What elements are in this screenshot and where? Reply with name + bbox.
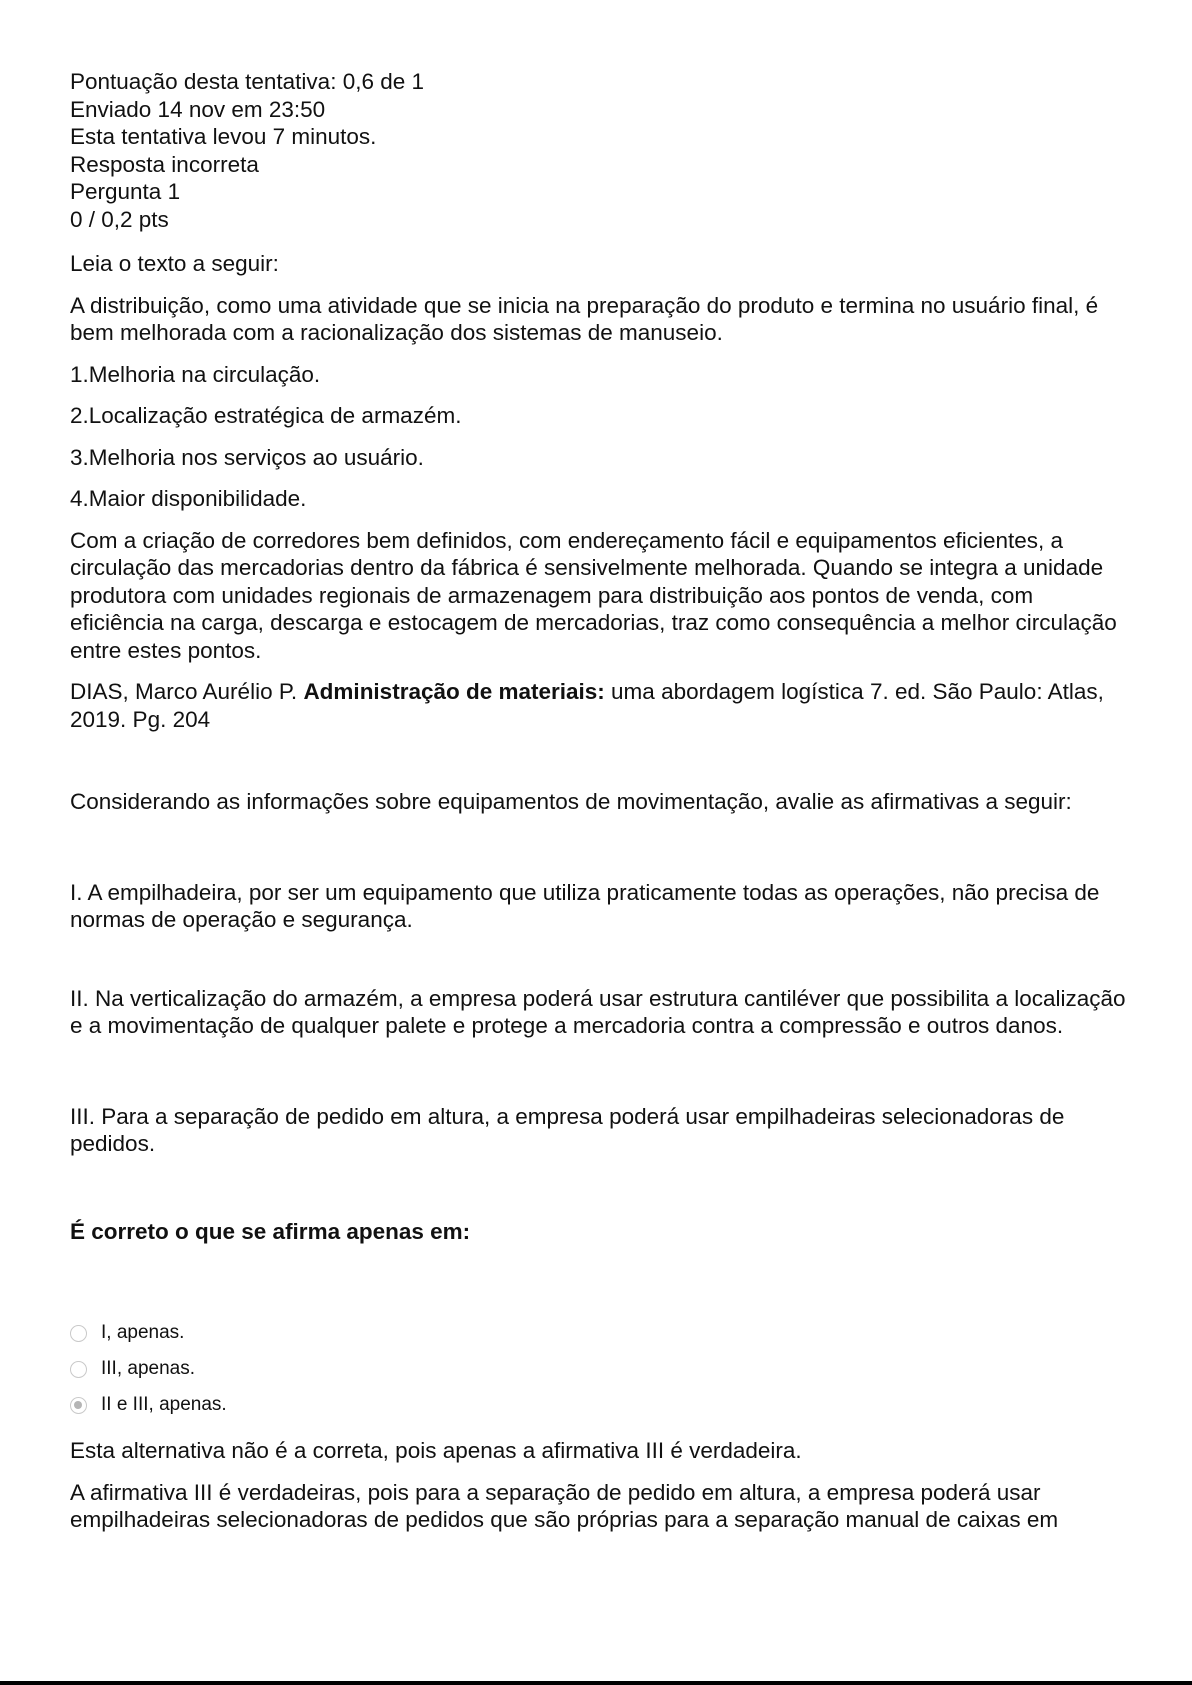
- answer-option[interactable]: [70, 1387, 1130, 1423]
- statement-2: II. Na verticalização do armazém, a empresa poderá usar estrutura cantiléver que possibilita a localização e a movimentação de qualquer palete e protege a mercadoria contra a compressão e outros danos.: [70, 985, 1126, 1038]
- question-paragraph-1: A distribuição, como uma atividade que se inicia na preparação do produto e termina no usuário final, é bem melhorada com a racionalização dos sistemas de manuseio.: [70, 292, 1099, 345]
- feedback-line-1: Esta alternativa não é a correta, pois apenas a afirmativa III é verdadeira.: [70, 1438, 802, 1463]
- radio-button[interactable]: [70, 1361, 87, 1378]
- question-label: Pergunta 1: [70, 179, 181, 204]
- feedback-line-2: A afirmativa III é verdadeiras, pois para a separação de pedido em altura, a empresa poderá usar empilhadeiras selecionadoras de pedidos que são próprias para a separação manual de caixas em: [70, 1479, 1059, 1532]
- quiz-page: [70, 68, 1130, 1534]
- feedback: [70, 1437, 1130, 1534]
- list-item: 4.Maior disponibilidade.: [70, 486, 307, 511]
- page-bottom-border: [0, 1681, 1192, 1685]
- question-body: [70, 250, 1130, 1315]
- question-points: 0 / 0,2 pts: [70, 206, 169, 232]
- citation-title: Administração de materiais:: [303, 679, 605, 704]
- answer-options: [70, 1315, 1130, 1423]
- question-paragraph-2: Com a criação de corredores bem definidos, com endereçamento fácil e equipamentos eficientes, a circulação das mercadorias dentro da fábrica é sensivelmente melhorada. Quando se integra a unidade produtora com unidades regionais de armazenagem para distribuição aos pontos de venda, com eficiência na carga, descarga e estocagem de mercadorias, traz como consequência a melhor circulação entre estes pontos.: [70, 527, 1117, 663]
- answer-option[interactable]: [70, 1315, 1130, 1351]
- question-ask-text: É correto o que se afirma apenas em:: [70, 1218, 471, 1244]
- statement-3: III. Para a separação de pedido em altura, a empresa poderá usar empilhadeiras selecionadoras de pedidos.: [70, 1103, 1065, 1156]
- attempt-info: [70, 68, 1130, 233]
- answer-option[interactable]: [70, 1351, 1130, 1387]
- answer-option-label: III, apenas.: [101, 1358, 196, 1380]
- question-intro: Leia o texto a seguir:: [70, 251, 279, 276]
- list-item: 3.Melhoria nos serviços ao usuário.: [70, 444, 424, 470]
- answer-option-label: I, apenas.: [101, 1322, 185, 1344]
- statement-1: I. A empilhadeira, por ser um equipamento que utiliza praticamente todas as operações, não precisa de normas de operação e segurança.: [70, 879, 1100, 932]
- radio-button[interactable]: [70, 1325, 87, 1342]
- list-item: 1.Melhoria na circulação.: [70, 361, 321, 387]
- attempt-duration: Esta tentativa levou 7 minutos.: [70, 124, 377, 149]
- list-item: 2.Localização estratégica de armazém.: [70, 403, 462, 428]
- citation-rest: uma abordagem logística 7. ed. São Paulo: Atlas, 2019. Pg. 204: [70, 679, 1104, 732]
- citation: [70, 678, 1130, 733]
- attempt-submitted: Enviado 14 nov em 23:50: [70, 96, 326, 122]
- citation-author: DIAS, Marco Aurélio P.: [70, 679, 304, 704]
- answer-status: Resposta incorreta: [70, 151, 259, 177]
- attempt-score: Pontuação desta tentativa: 0,6 de 1: [70, 69, 425, 94]
- question-prompt: Considerando as informações sobre equipamentos de movimentação, avalie as afirmativas a seguir:: [70, 789, 1072, 814]
- radio-button-selected[interactable]: [70, 1397, 87, 1414]
- question-ask: [70, 1218, 1130, 1246]
- answer-option-label: II e III, apenas.: [101, 1394, 227, 1416]
